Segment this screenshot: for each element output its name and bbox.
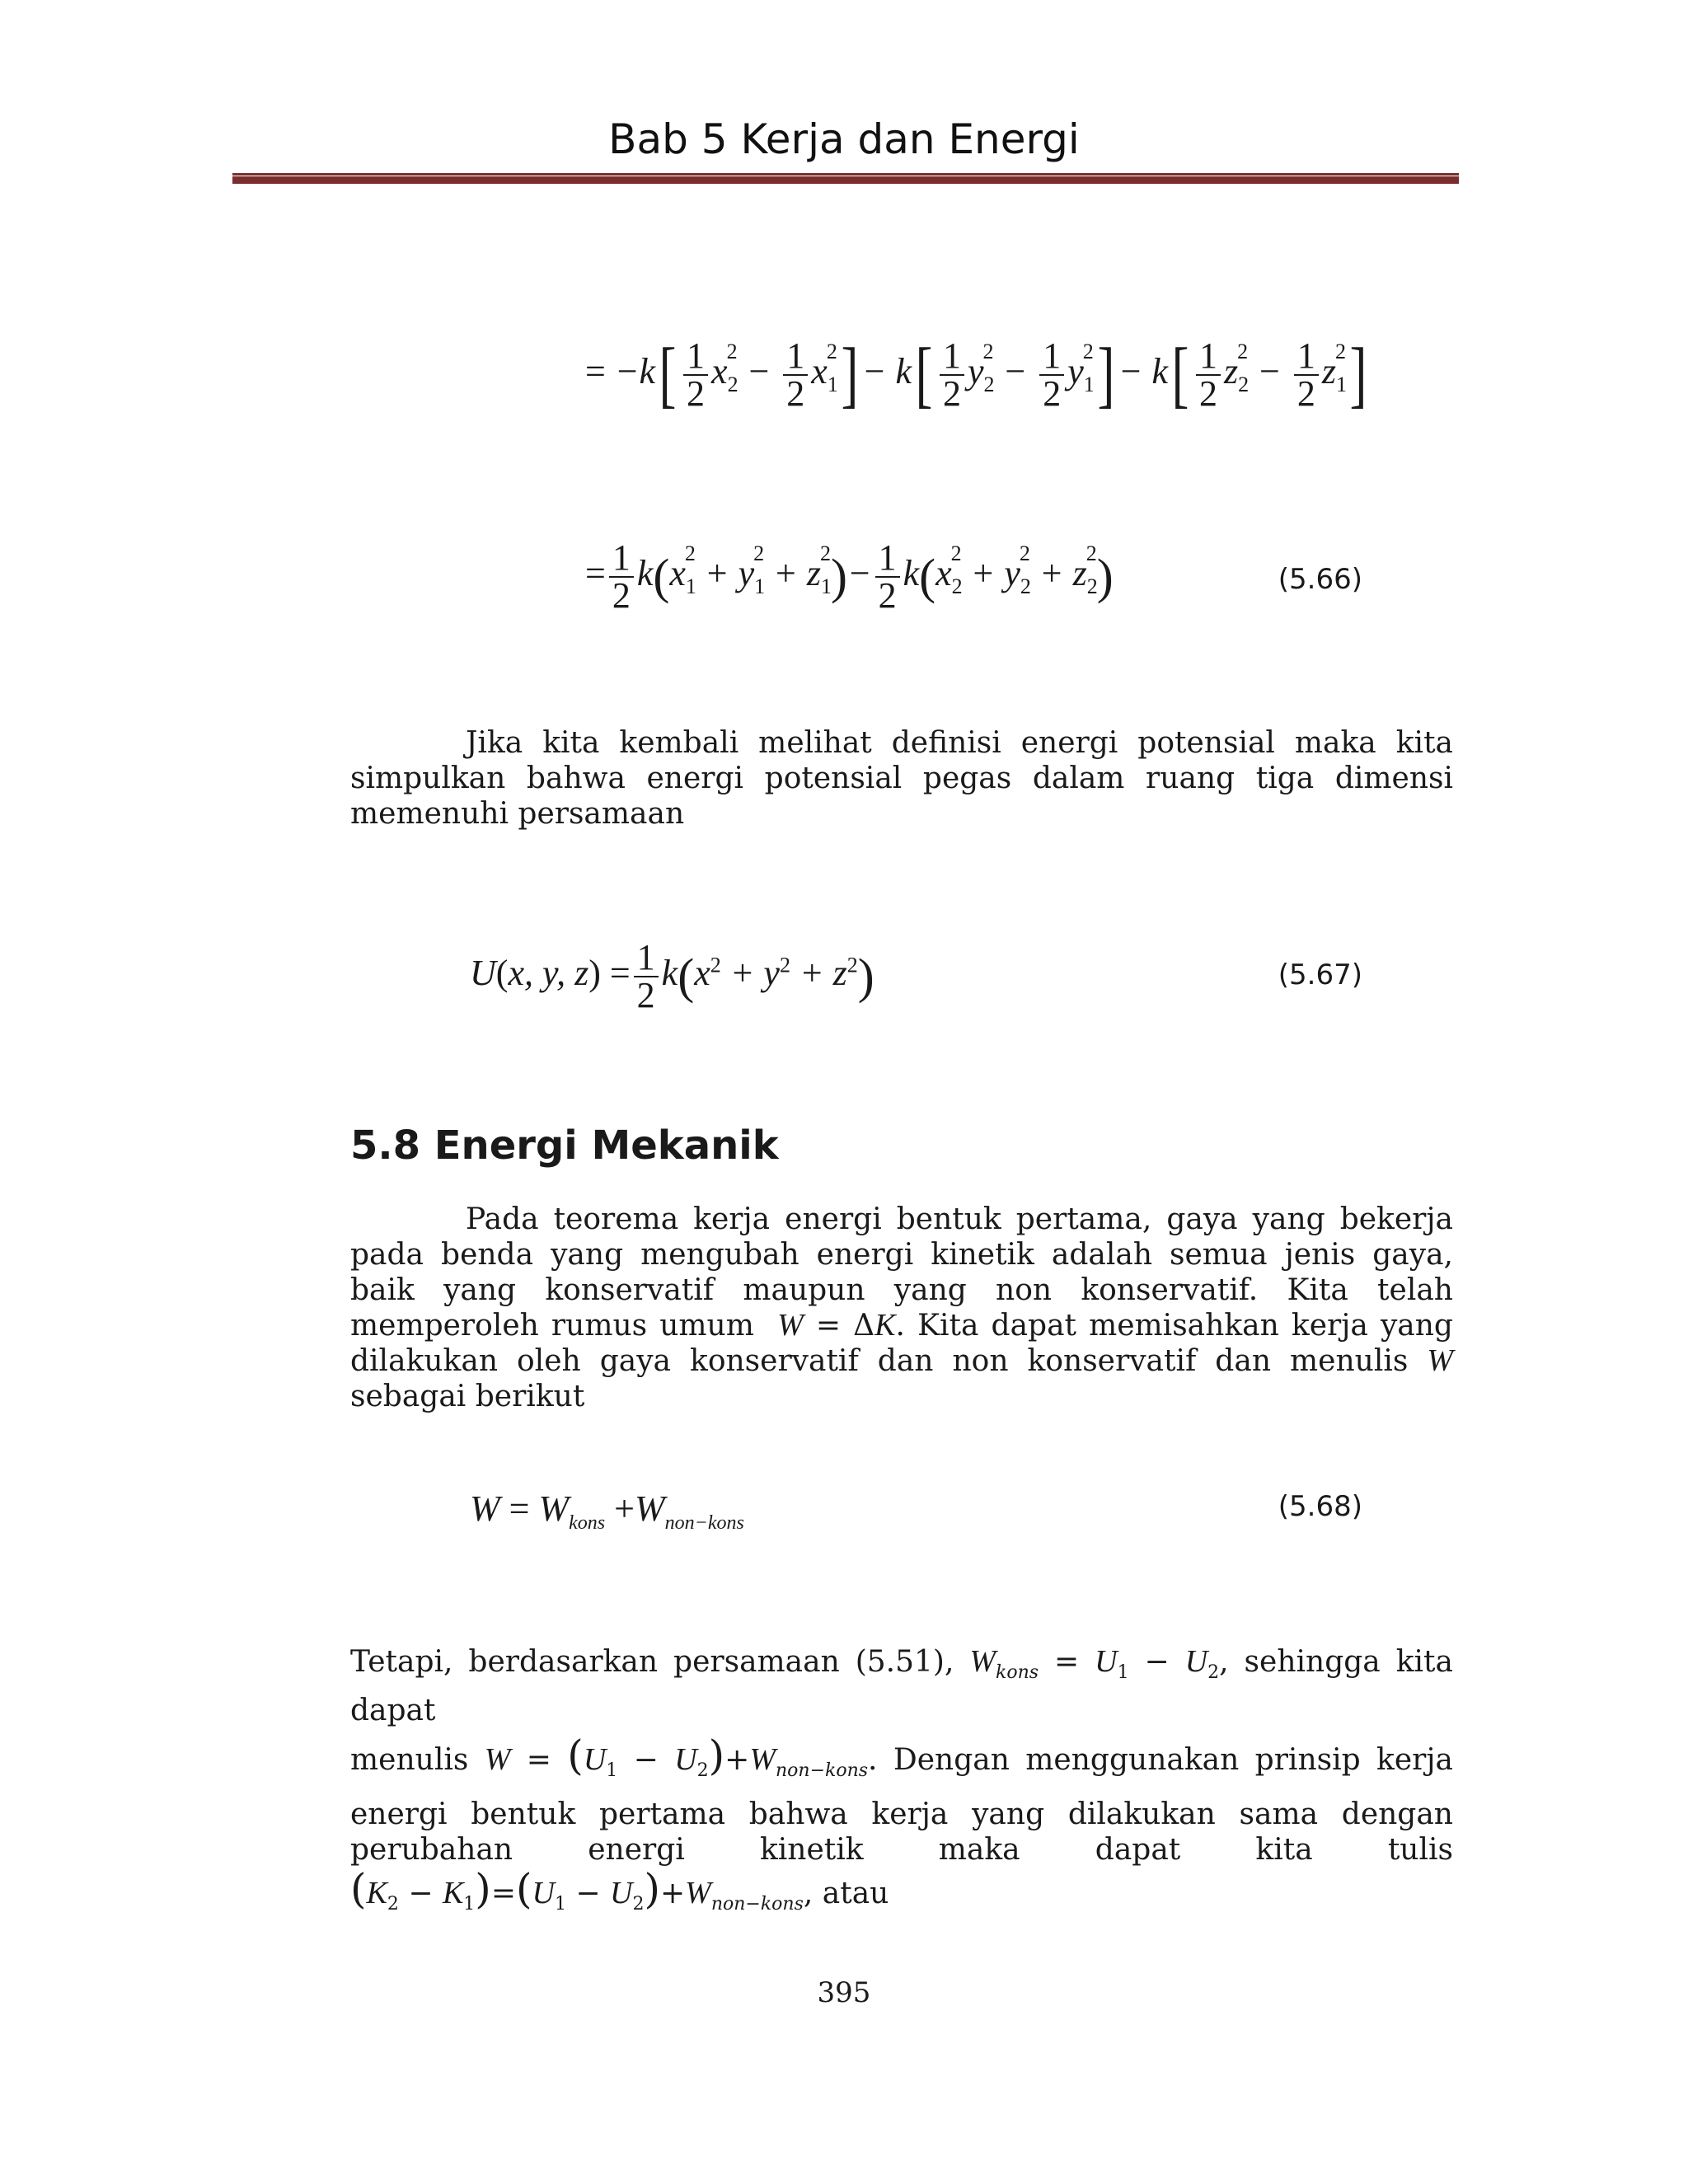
header-rule-thin (232, 173, 1459, 176)
inline-math-w: W (1427, 1343, 1453, 1378)
paragraph-text: , atau (803, 1877, 889, 1911)
running-header: Bab 5 Kerja dan Energi (608, 115, 1080, 163)
paragraph-mechanical-energy: Pada teorema kerja energi bentuk pertama, gaya yang bekerja pada benda yang mengubah energi kinetik adalah semua jenis gaya, baik yang konservatif maupun yang non konservatif. Kita telah memperoleh rumus umum W = ΔK. Kita dapat memisahkan kerja yang dilakukan oleh gaya konservatif dan non konservatif dan menulis W sebagai berikut (350, 1202, 1453, 1413)
equation-number-5-68: (5.68) (1278, 1490, 1362, 1523)
section-heading: 5.8 Energi Mekanik (350, 1122, 779, 1169)
paragraph-text: energi bentuk pertama bahwa kerja yang dilakukan sama dengan (350, 1797, 1453, 1832)
paragraph-text: Tetapi, berdasarkan persamaan (5.51), (350, 1645, 954, 1679)
paragraph-work-energy: Tetapi, berdasarkan persamaan (5.51), $W_{kons} = U_1 - U_2$, sehingga kita dapat menulis $W = (U_1 - U_2)+W_{non-kons}$. Dengan menggunakan prinsip kerja energi bentuk pertama bahwa kerja yang dilakukan sama dengan perubahan energi kinetik maka dapat kita tulis $(K_2 - K_1)=(U_1 - U_2)+W_{non-kons}$, atau (350, 1644, 1453, 1915)
paragraph-text: , sehingga kita dapat (350, 1645, 1453, 1728)
paragraph-text: . Dengan menggunakan prinsip kerja (868, 1743, 1453, 1778)
paragraph-text: Jika kita kembali melihat definisi energi potensial maka kita simpulkan bahwa energi potensial pegas dalam ruang tiga dimensi memenuhi persamaan (350, 726, 1453, 831)
paragraph-text: menulis (350, 1743, 469, 1778)
equation-5-66: = $\frac{1}{2}$ $k(x_1^2 + y_1^2 + z_1^2)-$ $\frac{1}{2}$ $k(x_2^2 + y_2^2 + z_2^2)$ (585, 537, 1114, 616)
inline-math-w-delta-k: W (766, 1308, 804, 1343)
paragraph-text-b: . Kita dapat memisahkan kerja yang dilakukan oleh gaya konservatif dan non konservatif dan menulis (350, 1309, 1453, 1378)
paragraph-text: perubahan energi kinetik maka dapat kita tulis (350, 1833, 1453, 1868)
paragraph-text-a: Pada teorema kerja energi bentuk pertama, gaya yang bekerja pada benda yang mengubah energi kinetik adalah semua jenis gaya, baik yang konservatif maupun yang non konservatif. Kita telah memperoleh rumus umum (350, 1202, 1453, 1343)
equation-number-5-67: (5.67) (1278, 958, 1362, 991)
header-rule-thick (232, 176, 1459, 184)
equation-expanded-bracket: = −k[ $\frac{1}{2}$ $x_2^2$ − $\frac{1}{2}$ $x_1^2] - k$[ $\frac{1}{2}$ $y_2^2$ − $\frac{1}{2}$ $y_1^2] - k$[ $\frac{1}{2}$ $z_2^2$ − $\frac{1}{2}$ $z_1^2$] (585, 334, 1367, 415)
paragraph-text-c: sebagai berikut (350, 1380, 585, 1413)
equation-number-5-66: (5.66) (1278, 563, 1362, 596)
equation-5-67: U(x, y, z) = $\frac{1}{2}$ $k(x^2 + y^2 + z^2)$ (470, 937, 874, 1015)
equation-5-68: $W = W_{kons} +W_{non-kons}$ (470, 1488, 744, 1534)
page-number: 395 (817, 1976, 871, 2009)
paragraph-potential-energy (350, 725, 1453, 832)
